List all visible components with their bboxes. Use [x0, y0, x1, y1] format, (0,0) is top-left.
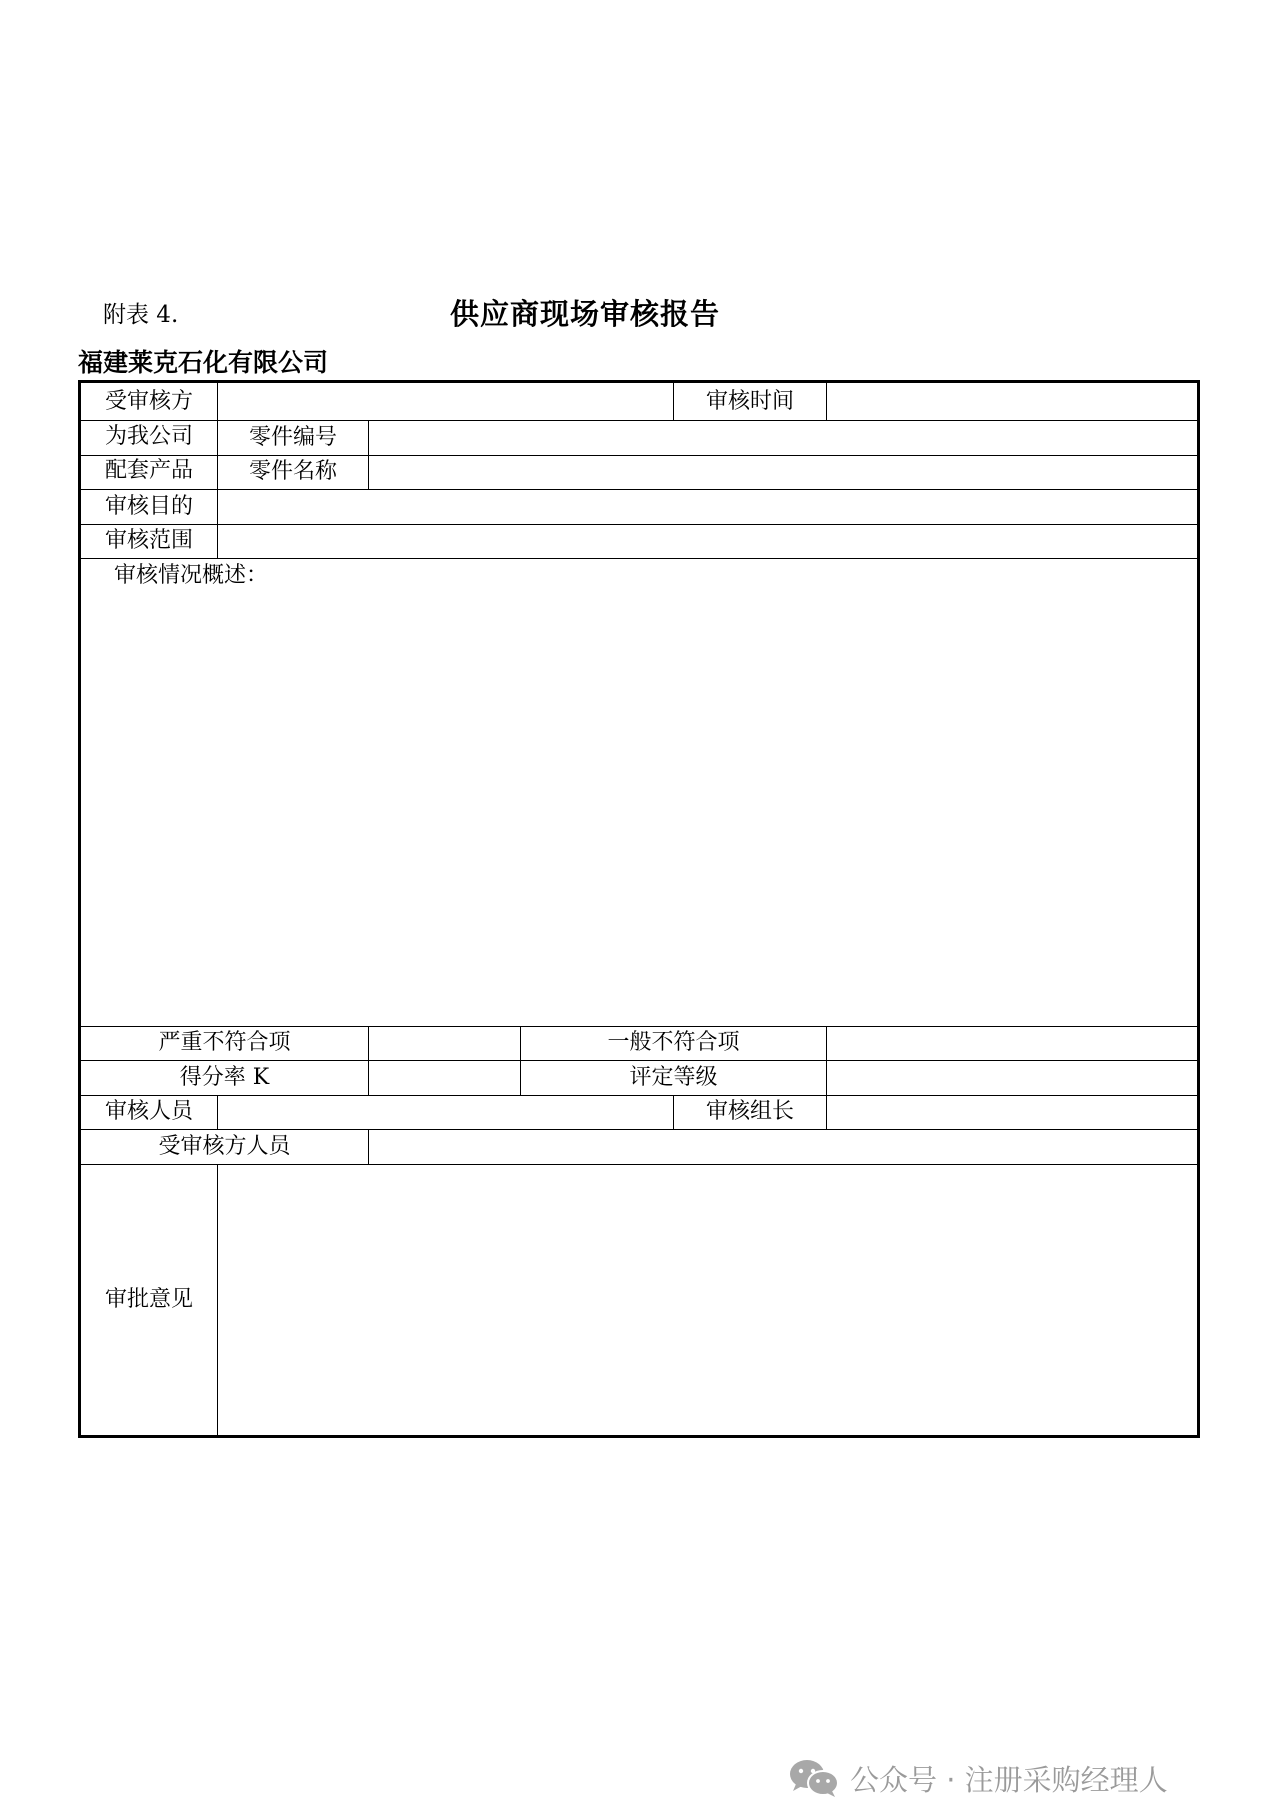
audit-time-label: 审核时间: [705, 389, 794, 414]
grade-label: 评定等级: [629, 1065, 718, 1090]
auditee-staff-field[interactable]: [369, 1130, 1197, 1163]
part-name-field[interactable]: [369, 455, 1197, 488]
score-rate-field[interactable]: [369, 1061, 520, 1094]
audit-summary-field[interactable]: [114, 595, 1184, 628]
part-number-field[interactable]: [369, 421, 1197, 454]
row-divider: [81, 1164, 1197, 1165]
col-divider: [217, 1164, 218, 1435]
watermark: [788, 1755, 1168, 1801]
wechat-icon: [788, 1758, 840, 1798]
approval-opinion-label: 审批意见: [104, 1287, 193, 1312]
document-title: 供应商现场审核报告: [450, 297, 721, 331]
general-nonconformity-field[interactable]: [827, 1026, 1197, 1059]
audit-summary-label: 审核情况概述：: [114, 563, 269, 588]
audit-report-form: [78, 380, 1200, 1438]
audited-party-label: 受审核方: [104, 389, 193, 414]
audited-party-field[interactable]: [218, 385, 673, 418]
appendix-label: 附表 4.: [103, 302, 179, 328]
score-rate-label: 得分率 K: [179, 1065, 270, 1090]
audit-time-field[interactable]: [827, 385, 1197, 418]
company-name: 福建莱克石化有限公司: [78, 348, 329, 377]
lead-auditor-field[interactable]: [827, 1095, 1197, 1128]
audit-purpose-field[interactable]: [218, 490, 1197, 523]
general-nonconformity-label: 一般不符合项: [607, 1030, 740, 1055]
grade-field[interactable]: [827, 1061, 1197, 1094]
part-number-label: 零件编号: [248, 425, 337, 450]
major-nonconformity-field[interactable]: [369, 1026, 520, 1059]
watermark-text: 公众号 · 注册采购经理人: [850, 1762, 1168, 1797]
auditors-field[interactable]: [218, 1095, 673, 1128]
lead-auditor-label: 审核组长: [705, 1099, 794, 1124]
part-name-label: 零件名称: [248, 459, 337, 484]
supplied-product-label-line1: 为我公司: [104, 424, 193, 449]
approval-opinion-field[interactable]: [231, 1178, 1181, 1211]
audit-scope-label: 审核范围: [104, 528, 193, 553]
audit-scope-field[interactable]: [218, 524, 1197, 557]
audit-purpose-label: 审核目的: [104, 494, 193, 519]
auditee-staff-label: 受审核方人员: [158, 1134, 291, 1159]
major-nonconformity-label: 严重不符合项: [158, 1030, 291, 1055]
supplied-product-label-line2: 配套产品: [104, 458, 193, 483]
auditors-label: 审核人员: [104, 1099, 193, 1124]
